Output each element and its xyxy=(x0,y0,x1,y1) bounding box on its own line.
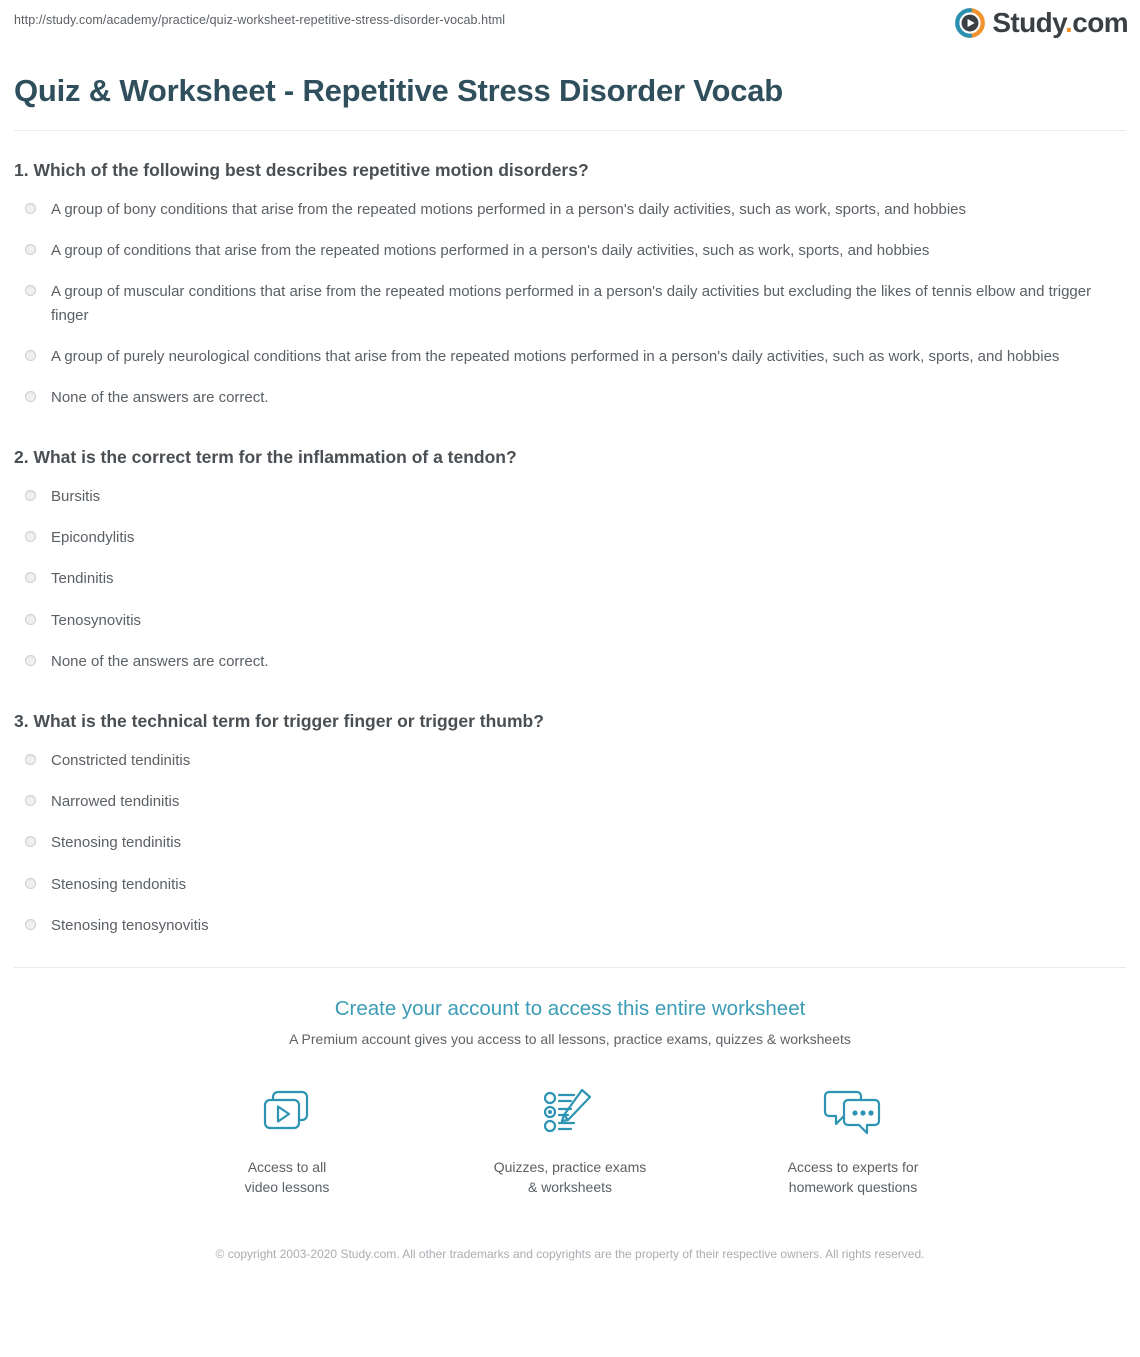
perk-label-line1: Access to experts for xyxy=(787,1158,919,1175)
radio-button-icon[interactable] xyxy=(25,919,36,930)
option-label: A group of muscular conditions that arise from the repeated motions performed in a person's daily activities but excluding the likes of tennis elbow and trigger finger xyxy=(51,283,1092,324)
create-account-cta xyxy=(14,996,1126,1264)
option-label: None of the answers are correct. xyxy=(51,652,269,670)
question-block xyxy=(14,700,1126,946)
option-row[interactable] xyxy=(14,740,1126,781)
browser-topbar xyxy=(0,0,1140,56)
radio-button-icon[interactable] xyxy=(25,285,36,296)
option-row[interactable] xyxy=(14,377,1126,418)
option-list xyxy=(14,476,1126,682)
radio-button-icon[interactable] xyxy=(25,754,36,765)
question-prompt: 1. Which of the following best describes repetitive motion disorders? xyxy=(14,160,589,181)
perk-label-line1: Access to all xyxy=(247,1158,327,1175)
radio-button-icon[interactable] xyxy=(25,244,36,255)
perk-label xyxy=(766,1157,941,1198)
option-row[interactable] xyxy=(14,641,1126,682)
page-url: http://study.com/academy/practice/quiz-worksheet-repetitive-stress-disorder-vocab.html xyxy=(14,13,506,27)
chat-bubbles-icon xyxy=(766,1083,941,1145)
logo-word-com: com xyxy=(1072,7,1128,38)
option-label: Constricted tendinitis xyxy=(51,751,191,769)
question-prompt: 2. What is the correct term for the inflammation of a tendon? xyxy=(14,447,517,468)
radio-button-icon[interactable] xyxy=(25,655,36,666)
option-label: Tenosynovitis xyxy=(51,611,142,629)
cta-heading-link[interactable]: Create your account to access this entire worksheet xyxy=(334,997,806,1021)
option-list xyxy=(14,740,1126,946)
perk-label-line2: video lessons xyxy=(244,1179,330,1195)
option-row[interactable] xyxy=(14,230,1126,271)
logo-word-study: Study xyxy=(992,7,1066,38)
radio-button-icon[interactable] xyxy=(25,350,36,361)
option-row[interactable] xyxy=(14,864,1126,905)
video-lessons-icon xyxy=(200,1083,375,1145)
question-prompt: 3. What is the technical term for trigger finger or trigger thumb? xyxy=(14,711,544,732)
option-label: Stenosing tenosynovitis xyxy=(51,916,209,934)
radio-button-icon[interactable] xyxy=(25,490,36,501)
option-row[interactable] xyxy=(14,336,1126,377)
play-circle-icon xyxy=(955,8,985,38)
option-row[interactable] xyxy=(14,822,1126,863)
radio-button-icon[interactable] xyxy=(25,531,36,542)
question-block xyxy=(14,149,1126,418)
option-label: Stenosing tendonitis xyxy=(51,875,187,893)
option-row[interactable] xyxy=(14,476,1126,517)
radio-button-icon[interactable] xyxy=(25,391,36,402)
copyright-text: © copyright 2003-2020 Study.com. All other trademarks and copyrights are the property of their respective owners. All rights reserved. xyxy=(215,1247,925,1262)
quiz-pencil-icon xyxy=(483,1083,658,1145)
page-title: Quiz & Worksheet - Repetitive Stress Disorder Vocab xyxy=(14,73,784,108)
option-row[interactable] xyxy=(14,558,1126,599)
option-label: Bursitis xyxy=(51,487,101,505)
perk-expert-help xyxy=(766,1083,941,1198)
perk-quizzes-exams xyxy=(483,1083,658,1198)
question-block xyxy=(14,436,1126,682)
option-label: A group of conditions that arise from the repeated motions performed in a person's daily activities, such as work, sports, and hobbies xyxy=(51,242,930,260)
radio-button-icon[interactable] xyxy=(25,878,36,889)
title-divider xyxy=(14,130,1126,131)
perk-label-line2: homework questions xyxy=(788,1179,918,1195)
option-label: Tendinitis xyxy=(51,570,114,588)
study-com-logo[interactable] xyxy=(955,8,1128,38)
option-row[interactable] xyxy=(14,905,1126,946)
radio-button-icon[interactable] xyxy=(25,572,36,583)
option-row[interactable] xyxy=(14,189,1126,230)
perk-label xyxy=(483,1157,658,1198)
radio-button-icon[interactable] xyxy=(25,795,36,806)
option-label: None of the answers are correct. xyxy=(51,389,269,407)
radio-button-icon[interactable] xyxy=(25,203,36,214)
option-label: A group of bony conditions that arise from the repeated motions performed in a person's daily activities, such as work, sports, and hobbies xyxy=(51,200,967,218)
logo-wordmark xyxy=(992,9,1128,37)
option-label: Epicondylitis xyxy=(51,529,135,547)
option-row[interactable] xyxy=(14,600,1126,641)
radio-button-icon[interactable] xyxy=(25,836,36,847)
logo-dot: . xyxy=(1065,7,1073,38)
perk-video-lessons xyxy=(200,1083,375,1198)
cta-subheading: A Premium account gives you access to all lessons, practice exams, quizzes & worksheets xyxy=(289,1030,851,1047)
perks-row xyxy=(14,1083,1126,1198)
option-row[interactable] xyxy=(14,517,1126,558)
option-row[interactable] xyxy=(14,271,1126,336)
option-list xyxy=(14,189,1126,419)
perk-label-line1: Quizzes, practice exams xyxy=(493,1158,647,1175)
cta-divider xyxy=(14,967,1126,968)
questions-list xyxy=(14,149,1126,946)
radio-button-icon[interactable] xyxy=(25,614,36,625)
perk-label-line2: & worksheets xyxy=(527,1179,613,1195)
option-row[interactable] xyxy=(14,781,1126,822)
perk-label xyxy=(200,1157,375,1198)
option-label: A group of purely neurological conditions that arise from the repeated motions performed in a person's daily activities, such as work, sports, and hobbies xyxy=(51,347,1060,365)
option-label: Narrowed tendinitis xyxy=(51,793,180,811)
option-label: Stenosing tendinitis xyxy=(51,834,182,852)
